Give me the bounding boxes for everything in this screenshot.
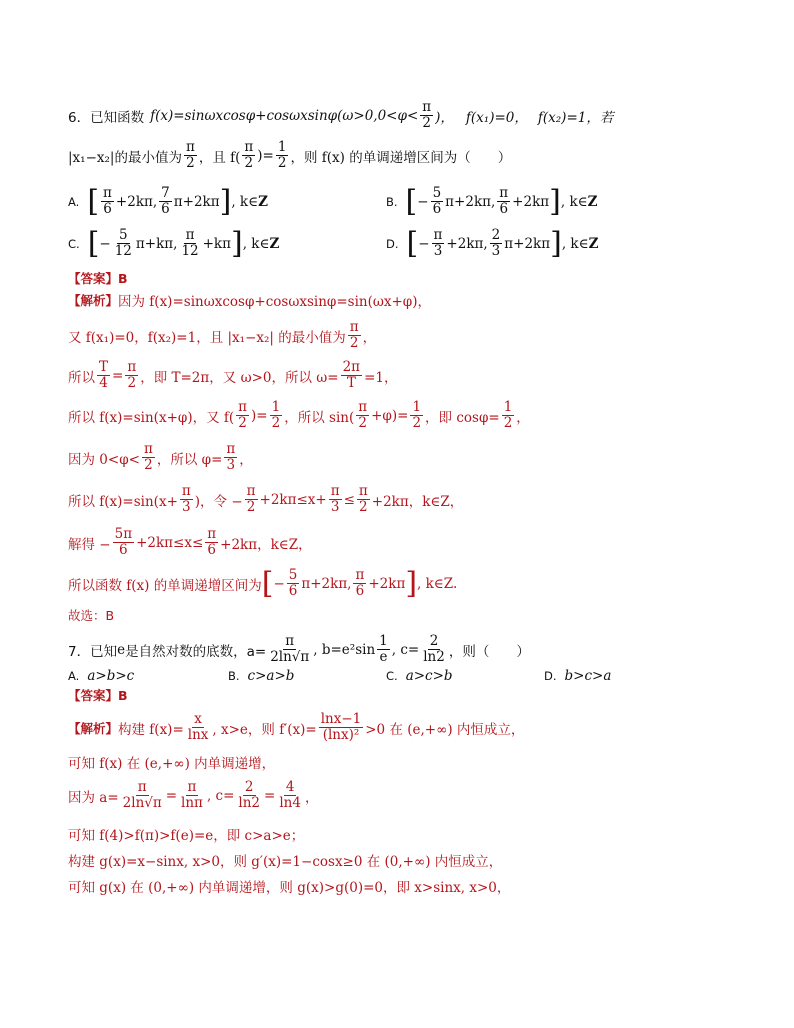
- q6-step-7a: 解得 −: [68, 536, 111, 553]
- q6-step-3c: =1，: [364, 369, 398, 386]
- q6-option-b-label: B.: [386, 194, 398, 209]
- q6-step-6d: ≤: [343, 491, 355, 508]
- q6-pick-text: 故选：B: [68, 608, 115, 623]
- q7-head2: 是自然对数的底数，a=: [125, 643, 267, 660]
- q6-value2: f(x₂)=1，若: [537, 109, 614, 126]
- q6-line2-a: |x₁−x₂|的最小值为: [68, 149, 182, 166]
- q7-option-d-label: D.: [544, 669, 557, 683]
- q7-head: 7．已知: [68, 643, 118, 660]
- q7-answer: [68, 686, 128, 704]
- q6-analysis-4: 所以 f(x)=sin(x+φ)，又 f( $\frac{\pi}{2}$ )= $\frac{1}{2}$ ，所以 sin( $\frac{\pi}{2}$ +φ)= $\frac{1}{2}$ ，即 cosφ= $\frac{1}{2}$ ，: [68, 399, 530, 431]
- q6-step-7b: +2kπ≤x≤: [136, 534, 204, 551]
- q7-step-3d: =: [264, 787, 276, 804]
- q7-option-a-label: A.: [68, 669, 80, 683]
- q7-option-b-label: B.: [228, 669, 240, 683]
- q7-answer-tag: 【答案】: [68, 688, 119, 703]
- q6-answer-value: B: [118, 270, 128, 286]
- q6-answer: [68, 269, 128, 287]
- q7-option-c-text: a>c>b: [405, 668, 453, 684]
- q6-option-c-label: C.: [68, 236, 80, 251]
- q6-step-2: 又 f(x₁)=0，f(x₂)=1，且 |x₁−x₂| 的最小值为: [68, 329, 346, 346]
- q7-option-d[interactable]: [544, 668, 611, 684]
- q7-step-1a: 构建 f(x)=: [118, 721, 184, 738]
- q6-head: 6．已知函数: [68, 109, 145, 126]
- q7-c-part: , c=: [391, 641, 420, 658]
- q7-step-4: 可知 f(4)>f(π)>f(e)=e，即 c>a>e；: [68, 828, 305, 844]
- q7-analysis-5: [68, 850, 502, 870]
- q6-step-7c: +2kπ，k∈Z，: [220, 536, 312, 553]
- q7-analysis-1: 【解析】 构建 f(x)= $\frac{x}{\ln x}$ , x>e，则 f′(x)= $\frac{\ln x-1}{\text{(lnx)²}}$ >0 在 (e,+∞) 内恒成立，: [68, 711, 525, 743]
- q6-option-a[interactable]: A. [ $\frac{\pi}{6}$ +2kπ, $\frac{7}{6}$ π+2kπ ] , k∈Z: [68, 183, 268, 219]
- q6-step-4c: ，所以 sin(: [284, 409, 355, 426]
- q6-step-4d: +φ)=: [371, 407, 409, 424]
- q6-analysis-2: 又 f(x₁)=0，f(x₂)=1，且 |x₁−x₂| 的最小值为 $\frac{\pi}{2}$ ，: [68, 319, 377, 351]
- q7-step-1c: >0 在 (e,+∞) 内恒成立，: [365, 721, 525, 738]
- q6-line2-d: ，则 f(x) 的单调递增区间为（ ）: [290, 149, 512, 166]
- q6-step-5a: 因为 0<φ<: [68, 451, 140, 468]
- q6-answer-tag: 【答案】: [68, 271, 119, 286]
- q6-step-1: 因为 f(x)=sinωxcosφ+cosωxsinφ=sin(ωx+φ)，: [118, 294, 432, 310]
- q6-pi-half-frac-2: $\frac{\pi}{2}$: [244, 139, 254, 171]
- q7-stem: 7．已知 e 是自然对数的底数，a= $\frac{\pi}{2\ln√\pi}$ , b=e²sin $\frac{1}{e}$ , c= $\frac{2}{\ln 2}$ ，则（ ）: [68, 633, 530, 665]
- q6-option-a-label: A.: [68, 194, 80, 209]
- q7-analysis-2: [68, 752, 275, 772]
- q6-analysis-6: 所以 f(x)=sin(x+ $\frac{\pi}{3}$ )，令 − $\frac{\pi}{2}$ +2kπ≤x+ $\frac{\pi}{3}$ ≤ $\frac{\pi}{2}$ +2kπ，k∈Z，: [68, 483, 464, 515]
- q6-analysis-7: 解得 − $\frac{5\pi}{6}$ +2kπ≤x≤ $\frac{\pi}{6}$ +2kπ，k∈Z，: [68, 526, 312, 558]
- q6-analysis-3: 所以 $\frac{T}{4}$ = $\frac{\pi}{2}$ ，即 T=2π，又 ω>0，所以 ω= $\frac{2\pi}{T}$ =1，: [68, 359, 398, 391]
- q7-step-3b: =: [165, 787, 178, 804]
- q7-b-part: , b=e²sin: [313, 641, 376, 658]
- q6-analysis-1: [68, 290, 431, 310]
- q6-line2-c: )=: [257, 147, 274, 164]
- q7-option-c[interactable]: [386, 668, 453, 684]
- q6-step-4a: 所以 f(x)=sin(x+φ)，又 f(: [68, 409, 235, 426]
- q7-step-5: 构建 g(x)=x−sinx, x>0，则 g′(x)=1−cosx≥0 在 (0,+∞) 内恒成立，: [68, 854, 503, 870]
- q7-answer-value: B: [118, 687, 128, 703]
- q7-step-6: 可知 g(x) 在 (0,+∞) 内单调递增，则 g(x)>g(0)=0，即 x>sinx, x>0，: [68, 880, 511, 896]
- q6-analysis-5: 因为 0<φ< $\frac{\pi}{2}$ ，所以 φ= $\frac{\pi}{3}$ ，: [68, 441, 253, 473]
- q6-condition: (ω>0,0<φ<: [337, 107, 419, 124]
- q7-option-b[interactable]: [228, 668, 294, 684]
- q6-analysis-8: 所以函数 f(x) 的单调递增区间为 [ − $\frac{5}{6}$ π+2kπ, $\frac{\pi}{6}$ +2kπ ] , k∈Z.: [68, 565, 458, 601]
- q6-step-4b: )=: [251, 407, 268, 424]
- q6-pick: [68, 606, 114, 624]
- q6-value1: f(x₁)=0，: [465, 109, 528, 126]
- q6-step-6b: )，令 −: [194, 493, 243, 510]
- q6-step-6a: 所以 f(x)=sin(x+: [68, 493, 178, 510]
- q6-step-8a: 所以函数 f(x) 的单调递增区间为: [68, 577, 262, 594]
- q7-step-3e: ，: [304, 789, 319, 806]
- q7-tail: ，则（ ）: [448, 643, 530, 660]
- q6-step-3a: 所以: [68, 369, 95, 386]
- q6-step-6e: +2kπ，k∈Z，: [371, 493, 464, 510]
- q6-option-d-label: D.: [386, 236, 399, 251]
- q6-line2-b: ，且 f(: [198, 149, 241, 166]
- q6-option-d[interactable]: D. [ − $\frac{\pi}{3}$ +2kπ, $\frac{2}{3}$ π+2kπ ] , k∈Z: [386, 225, 599, 261]
- q6-stem-line2: [68, 140, 511, 171]
- q6-step-4f: ，: [516, 409, 530, 426]
- q7-option-a[interactable]: [68, 668, 134, 684]
- q6-one-half-frac: $\frac{1}{2}$: [277, 139, 287, 171]
- q6-step-5c: ，: [239, 451, 253, 468]
- q6-cond-end: )，: [435, 109, 454, 126]
- q7-option-b-text: c>a>b: [247, 668, 295, 684]
- q7-analysis-tag: 【解析】: [68, 720, 119, 736]
- q7-step-3c: , c=: [206, 787, 235, 804]
- q7-option-c-label: C.: [386, 669, 398, 683]
- q6-analysis-tag: 【解析】: [68, 293, 119, 308]
- q6-pi-half-frac: $\frac{\pi}{2}$: [185, 139, 195, 171]
- q6-function: f(x)=sinωxcosφ+cosωxsinφ: [150, 107, 338, 124]
- q6-option-b[interactable]: B. [ − $\frac{5}{6}$ π+2kπ, $\frac{\pi}{6}$ +2kπ ] , k∈Z: [386, 183, 598, 219]
- q6-step-8b: , k∈Z.: [417, 575, 458, 592]
- q7-step-3a: 因为 a=: [68, 789, 119, 806]
- q6-option-c[interactable]: C. [ − $\frac{5}{12}$ π+kπ, $\frac{\pi}{12}$ +kπ ] , k∈Z: [68, 225, 280, 261]
- q7-step-1b: , x>e，则 f′(x)=: [212, 721, 317, 738]
- q7-analysis-3: 因为 a= $\frac{\pi}{2\ln√\pi}$ = $\frac{\pi}{\ln\pi}$ , c= $\frac{2}{\ln 2}$ = $\frac{4}{\ln 4}$ ，: [68, 779, 319, 811]
- q7-analysis-4: [68, 824, 304, 844]
- q7-step-2: 可知 f(x) 在 (e,+∞) 内单调递增，: [68, 756, 276, 772]
- q6-step-3b: ，即 T=2π，又 ω>0，所以 ω=: [140, 369, 339, 386]
- q6-step-6c: +2kπ≤x+: [259, 491, 327, 508]
- q7-option-a-text: a>b>c: [87, 668, 135, 684]
- q6-step-5b: ，所以 φ=: [156, 451, 223, 468]
- q7-e-symbol: e: [117, 641, 126, 658]
- q6-cond-frac: $\frac{\pi}{2}$: [422, 99, 432, 131]
- q7-option-d-text: b>c>a: [564, 668, 612, 684]
- q6-step-4e: ，即 cosφ=: [425, 409, 500, 426]
- q6-stem-line1: [68, 100, 613, 131]
- q7-analysis-6: [68, 876, 510, 896]
